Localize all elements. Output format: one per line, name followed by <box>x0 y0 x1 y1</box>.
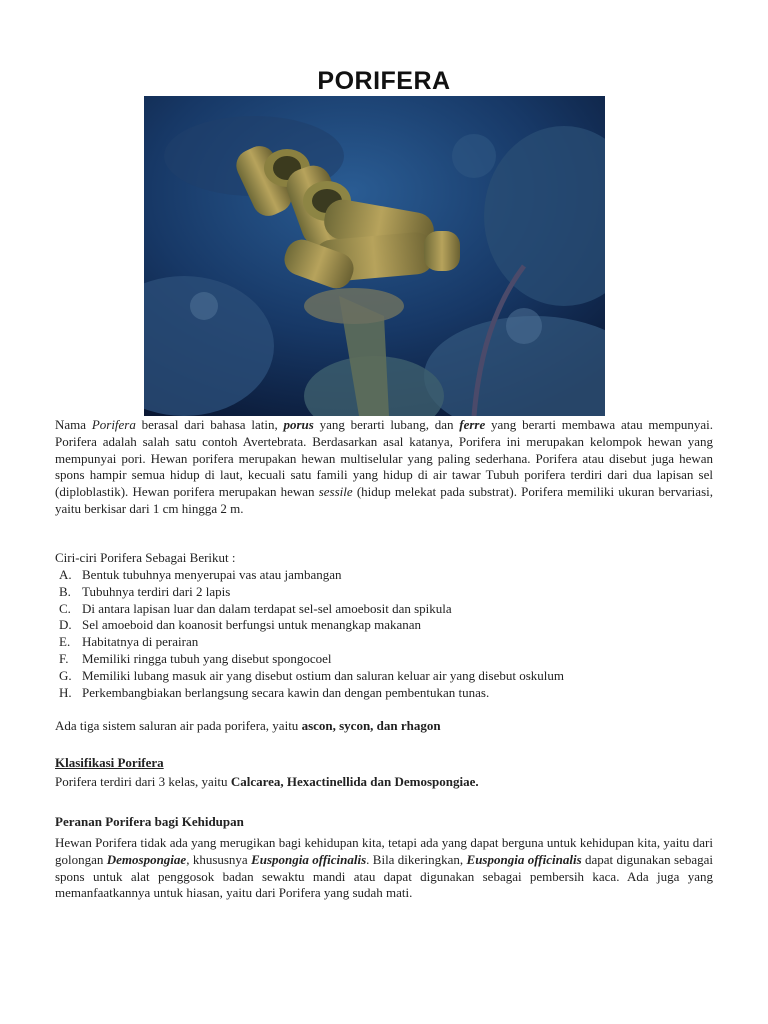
peranan-paragraph <box>55 835 713 902</box>
peranan-euspongia-term-2: Euspongia officinalis <box>466 851 582 867</box>
peranan-demospongiae-term: Demospongiae <box>106 851 187 867</box>
peranan-heading: Peranan Porifera bagi Kehidupan <box>55 814 244 829</box>
list-marker: G. <box>59 667 72 683</box>
list-marker: F. <box>59 650 69 666</box>
list-item <box>55 567 713 584</box>
klasifikasi-paragraph <box>55 774 713 791</box>
list-item <box>55 634 713 651</box>
list-item <box>55 668 713 685</box>
peranan-euspongia-term-1: Euspongia officinalis <box>251 851 367 867</box>
list-item <box>55 685 713 702</box>
list-marker: H. <box>59 684 72 700</box>
list-item <box>55 651 713 668</box>
ciri-list <box>55 567 713 701</box>
saluran-paragraph <box>55 718 713 735</box>
peranan-text-4: dapat digunakan sebagai spons untuk alat penggosok badan sewaktu mandi atau dapat digunakan sebagai pembersih kaca. Ada juga yang memanfaatkannya untuk hiasan, yaitu dari Porifera yang sudah mati. <box>55 851 713 901</box>
list-item-text: Tubuhnya terdiri dari 2 lapis <box>82 583 231 599</box>
list-item <box>55 617 713 634</box>
list-marker: E. <box>59 634 71 650</box>
intro-porifera-term: Porifera <box>91 417 136 432</box>
peranan-text-2: , khususnya <box>186 851 252 867</box>
intro-text-3: yang berarti lubang, dan <box>313 417 460 432</box>
intro-text-2: berasal dari bahasa latin, <box>135 417 284 432</box>
sponge-photo <box>144 96 605 416</box>
klasifikasi-bold-terms: Calcarea, Hexactinellida dan Demospongiae. <box>230 774 479 789</box>
saluran-bold-terms: ascon, sycon, dan rhagon <box>301 718 441 733</box>
page-title: PORIFERA <box>317 66 451 95</box>
peranan-text-3: . Bila dikeringkan, <box>366 851 467 867</box>
list-item-text: Habitatnya di perairan <box>82 634 199 650</box>
list-marker: A. <box>59 567 72 582</box>
intro-paragraph <box>55 417 713 518</box>
list-item <box>55 584 713 601</box>
list-marker: C. <box>59 600 71 616</box>
list-marker: B. <box>59 583 71 599</box>
list-item-text: Di antara lapisan luar dan dalam terdapat sel-sel amoebosit dan spikula <box>82 600 452 616</box>
intro-text-5: (hidup melekat pada substrat). Porifera memiliki ukuran bervariasi, yaitu berkisar dari 1 cm hingga 2 m. <box>55 484 713 516</box>
klasifikasi-heading: Klasifikasi Porifera <box>55 755 164 770</box>
klasifikasi-text: Porifera terdiri dari 3 kelas, yaitu <box>55 774 231 789</box>
ciri-heading: Ciri-ciri Porifera Sebagai Berikut : <box>55 550 236 565</box>
list-item <box>55 601 713 618</box>
intro-sessile-term: sessile <box>318 484 353 500</box>
intro-text-1: Nama <box>55 417 92 432</box>
peranan-text-1: Hewan Porifera tidak ada yang merugikan bagi kehidupan kita, tetapi ada yang dapat berguna untuk kehidupan kita, yaitu dari golongan <box>55 835 713 867</box>
list-item-text: Sel amoeboid dan koanosit berfungsi untuk menangkap makanan <box>82 617 422 633</box>
list-item-text: Bentuk tubuhnya menyerupai vas atau jambangan <box>82 567 342 582</box>
intro-porus-term: porus <box>283 417 314 432</box>
intro-ferre-term: ferre <box>459 417 486 432</box>
list-item-text: Memiliki ringga tubuh yang disebut spongocoel <box>82 650 332 666</box>
list-item-text: Perkembangbiakan berlangsung secara kawin dan dengan pembentukan tunas. <box>82 684 490 700</box>
intro-text-4: yang berarti membawa atau mempunyai. Porifera adalah salah satu contoh Avertebrata. Berdasarkan asal katanya, Porifera ini merupakan kelompok hewan yang mempunyai pori. Hewan porifera merupakan hewan multiselular yang paling sederhana. Porifera atau disebut juga hewan spons hampir semua hidup di laut, kecuali satu famili yang hidup di air tawar Tubuh porifera terdiri dari dua lapisan sel (diploblastik). Hewan porifera merupakan hewan <box>55 417 713 500</box>
list-item-text: Memiliki lubang masuk air yang disebut ostium dan saluran keluar air yang disebut oskulum <box>82 667 564 683</box>
list-marker: D. <box>59 617 72 633</box>
saluran-text: Ada tiga sistem saluran air pada porifera, yaitu <box>55 718 302 733</box>
